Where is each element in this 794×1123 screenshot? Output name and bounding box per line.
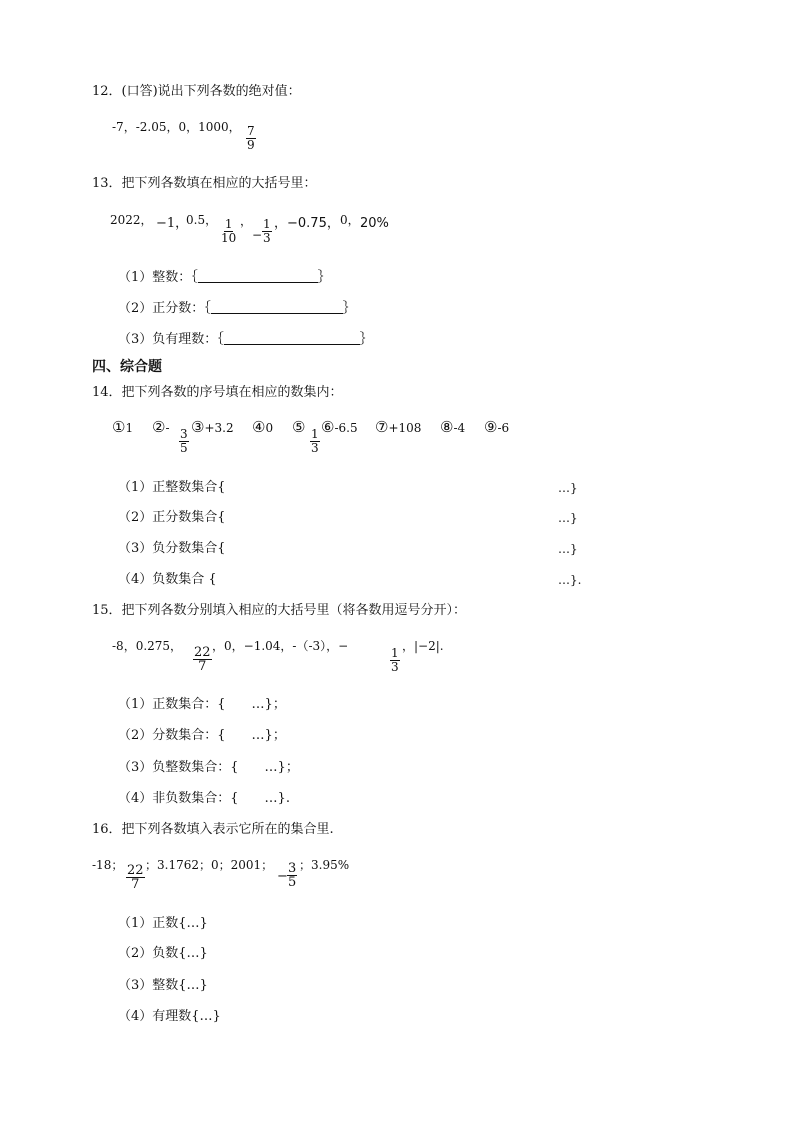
q15-numbers-end: ，|−2|.	[402, 639, 444, 653]
q14-fraction-3-5	[179, 428, 189, 455]
q13-title: 13．把下列各数填在相应的大括号里：	[92, 176, 317, 191]
q14-item-2	[152, 420, 170, 435]
q14-fraction-1-3-denominator: 3	[311, 441, 319, 455]
q15-set-nonnegatives: （4）非负数集合：{ …}.	[118, 791, 290, 806]
q14-item-5	[292, 420, 305, 435]
q14-value-3: +3.2	[204, 421, 234, 435]
q14-title: 14．把下列各数的序号填在相应的数集内：	[92, 385, 343, 400]
circled-5-icon: ⑤	[292, 418, 306, 436]
q13-comma: ，	[240, 214, 253, 228]
q14-value-1: 1	[125, 421, 134, 435]
q13-item-integers	[118, 270, 331, 286]
circled-7-icon: ⑦	[375, 418, 389, 436]
q15-fraction-22-7-numerator: 22	[194, 645, 211, 660]
q16-set-integers: （3）整数{…}	[118, 978, 208, 993]
q15-fraction-1-3-denominator: 3	[391, 660, 399, 674]
q14-set-negative-fractions: （3）负分数集合{	[118, 541, 226, 556]
q13-number-0: 0，	[340, 213, 360, 227]
q15-fraction-22-7	[193, 646, 212, 673]
q13-fraction-1-3-denominator: 3	[263, 231, 271, 245]
q16-fraction-3-5-numerator: 3	[288, 861, 297, 876]
q16-fraction-22-7	[126, 864, 145, 891]
q12-fraction-denominator: 9	[247, 138, 255, 152]
q13-fraction-1-3-numerator: 1	[263, 217, 271, 231]
q13-item-positive-fractions-blank[interactable]	[211, 301, 343, 314]
q15-fraction-22-7-denominator: 7	[198, 659, 207, 674]
q14-fraction-3-5-numerator: 3	[180, 427, 188, 441]
q13-item-integers-label: （1）整数：｛	[118, 270, 198, 285]
q13-fraction-1-10-denominator: 10	[221, 231, 237, 245]
q13-item-negative-rationals-label: （3）负有理数：｛	[118, 332, 224, 347]
q16-numbers-end: ；3.95%	[299, 858, 350, 872]
q12-fraction-numerator: 7	[247, 124, 255, 138]
q14-set-negatives-end: …}.	[558, 573, 582, 587]
q13-item-positive-fractions	[118, 301, 356, 317]
q14-set-negatives: （4）负数集合 {	[118, 572, 217, 587]
circled-6-icon: ⑥	[321, 418, 335, 436]
q13-fraction-1-10	[220, 218, 237, 245]
q15-set-negative-integers: （3）负整数集合：{ …}；	[118, 760, 299, 775]
q14-fraction-1-3-numerator: 1	[311, 427, 319, 441]
q13-item-negative-rationals	[118, 332, 373, 348]
q13-item-negative-rationals-end: ｝	[359, 332, 373, 347]
q15-set-fractions: （2）分数集合：{ …}；	[118, 728, 286, 743]
q14-item-9	[484, 420, 509, 435]
q16-number-neg18: -18；	[92, 858, 124, 872]
q13-minus-sign: −	[252, 228, 263, 242]
q16-fraction-3-5	[287, 862, 297, 889]
q13-fraction-1-3	[262, 218, 272, 245]
q13-item-integers-blank[interactable]	[198, 270, 318, 283]
q12-fraction	[246, 125, 256, 152]
q16-fraction-22-7-denominator: 7	[131, 877, 140, 892]
q14-value-8: -4	[453, 421, 466, 435]
q13-number-2022: 2022，	[110, 213, 153, 227]
q13-number-0-5: 0.5，	[186, 213, 218, 227]
q14-set-positive-integers-end: …}	[558, 481, 578, 495]
q14-value-4: 0	[265, 421, 274, 435]
q12-numbers: -7，-2.05，0，1000，	[112, 120, 241, 134]
q13-item-positive-fractions-label: （2）正分数：｛	[118, 301, 211, 316]
q13-item-integers-end: ｝	[317, 270, 331, 285]
q16-numbers-middle: ；3.1762；0；2001；	[145, 858, 274, 872]
q14-item-7	[375, 420, 421, 435]
q15-fraction-1-3	[390, 647, 400, 674]
q12-title: 12．(口答)说出下列各数的绝对值：	[92, 84, 301, 99]
circled-1-icon: ①	[112, 418, 126, 436]
circled-3-icon: ③	[191, 418, 205, 436]
q15-numbers-middle: ，0，−1.04，-（-3），−	[212, 639, 349, 653]
q16-set-negatives: （2）负数{…}	[118, 946, 208, 961]
q15-fraction-1-3-numerator: 1	[391, 646, 399, 660]
q13-item-negative-rationals-blank[interactable]	[224, 332, 360, 345]
q14-item-6	[321, 420, 358, 435]
q14-fraction-3-5-denominator: 5	[180, 441, 188, 455]
q14-set-positive-integers: （1）正整数集合{	[118, 480, 226, 495]
section-heading: 四、综合题	[92, 359, 162, 375]
circled-8-icon: ⑧	[440, 418, 454, 436]
q13-fraction-1-10-numerator: 1	[224, 217, 233, 231]
q16-fraction-3-5-denominator: 5	[288, 875, 297, 890]
q14-set-positive-fractions: （2）正分数集合{	[118, 510, 226, 525]
q14-value-7: +108	[388, 421, 422, 435]
q15-title: 15．把下列各数分别填入相应的大括号里（将各数用逗号分开）：	[92, 603, 467, 618]
q14-item-3	[191, 420, 234, 435]
q14-fraction-1-3	[310, 428, 320, 455]
circled-4-icon: ④	[252, 418, 266, 436]
q14-item-8	[440, 420, 465, 435]
q13-number-neg0-75: ，−0.75，	[274, 216, 340, 231]
circled-2-icon: ②	[152, 418, 166, 436]
q14-set-negative-fractions-end: …}	[558, 542, 578, 556]
q16-minus-sign: −	[277, 869, 288, 884]
q16-set-positives: （1）正数{…}	[118, 916, 208, 931]
q13-number-20-percent: 20%	[360, 216, 389, 231]
q16-title: 16．把下列各数填入表示它所在的集合里.	[92, 822, 334, 837]
circled-9-icon: ⑨	[484, 418, 498, 436]
q14-set-positive-fractions-end: …}	[558, 511, 578, 525]
q15-numbers-start: -8，0.275，	[112, 639, 183, 653]
q16-set-rationals: （4）有理数{…}	[118, 1009, 221, 1024]
q16-fraction-22-7-numerator: 22	[127, 863, 144, 878]
q14-item-4	[252, 420, 273, 435]
q13-item-positive-fractions-end: ｝	[342, 301, 356, 316]
q15-set-positives: （1）正数集合：{ …}；	[118, 697, 286, 712]
q13-number-neg1: −1，	[156, 216, 189, 231]
q14-value-9: -6	[497, 421, 510, 435]
q14-value-6: -6.5	[334, 421, 358, 435]
q14-value-2-sign: -	[165, 421, 170, 435]
q14-item-1	[112, 420, 133, 435]
